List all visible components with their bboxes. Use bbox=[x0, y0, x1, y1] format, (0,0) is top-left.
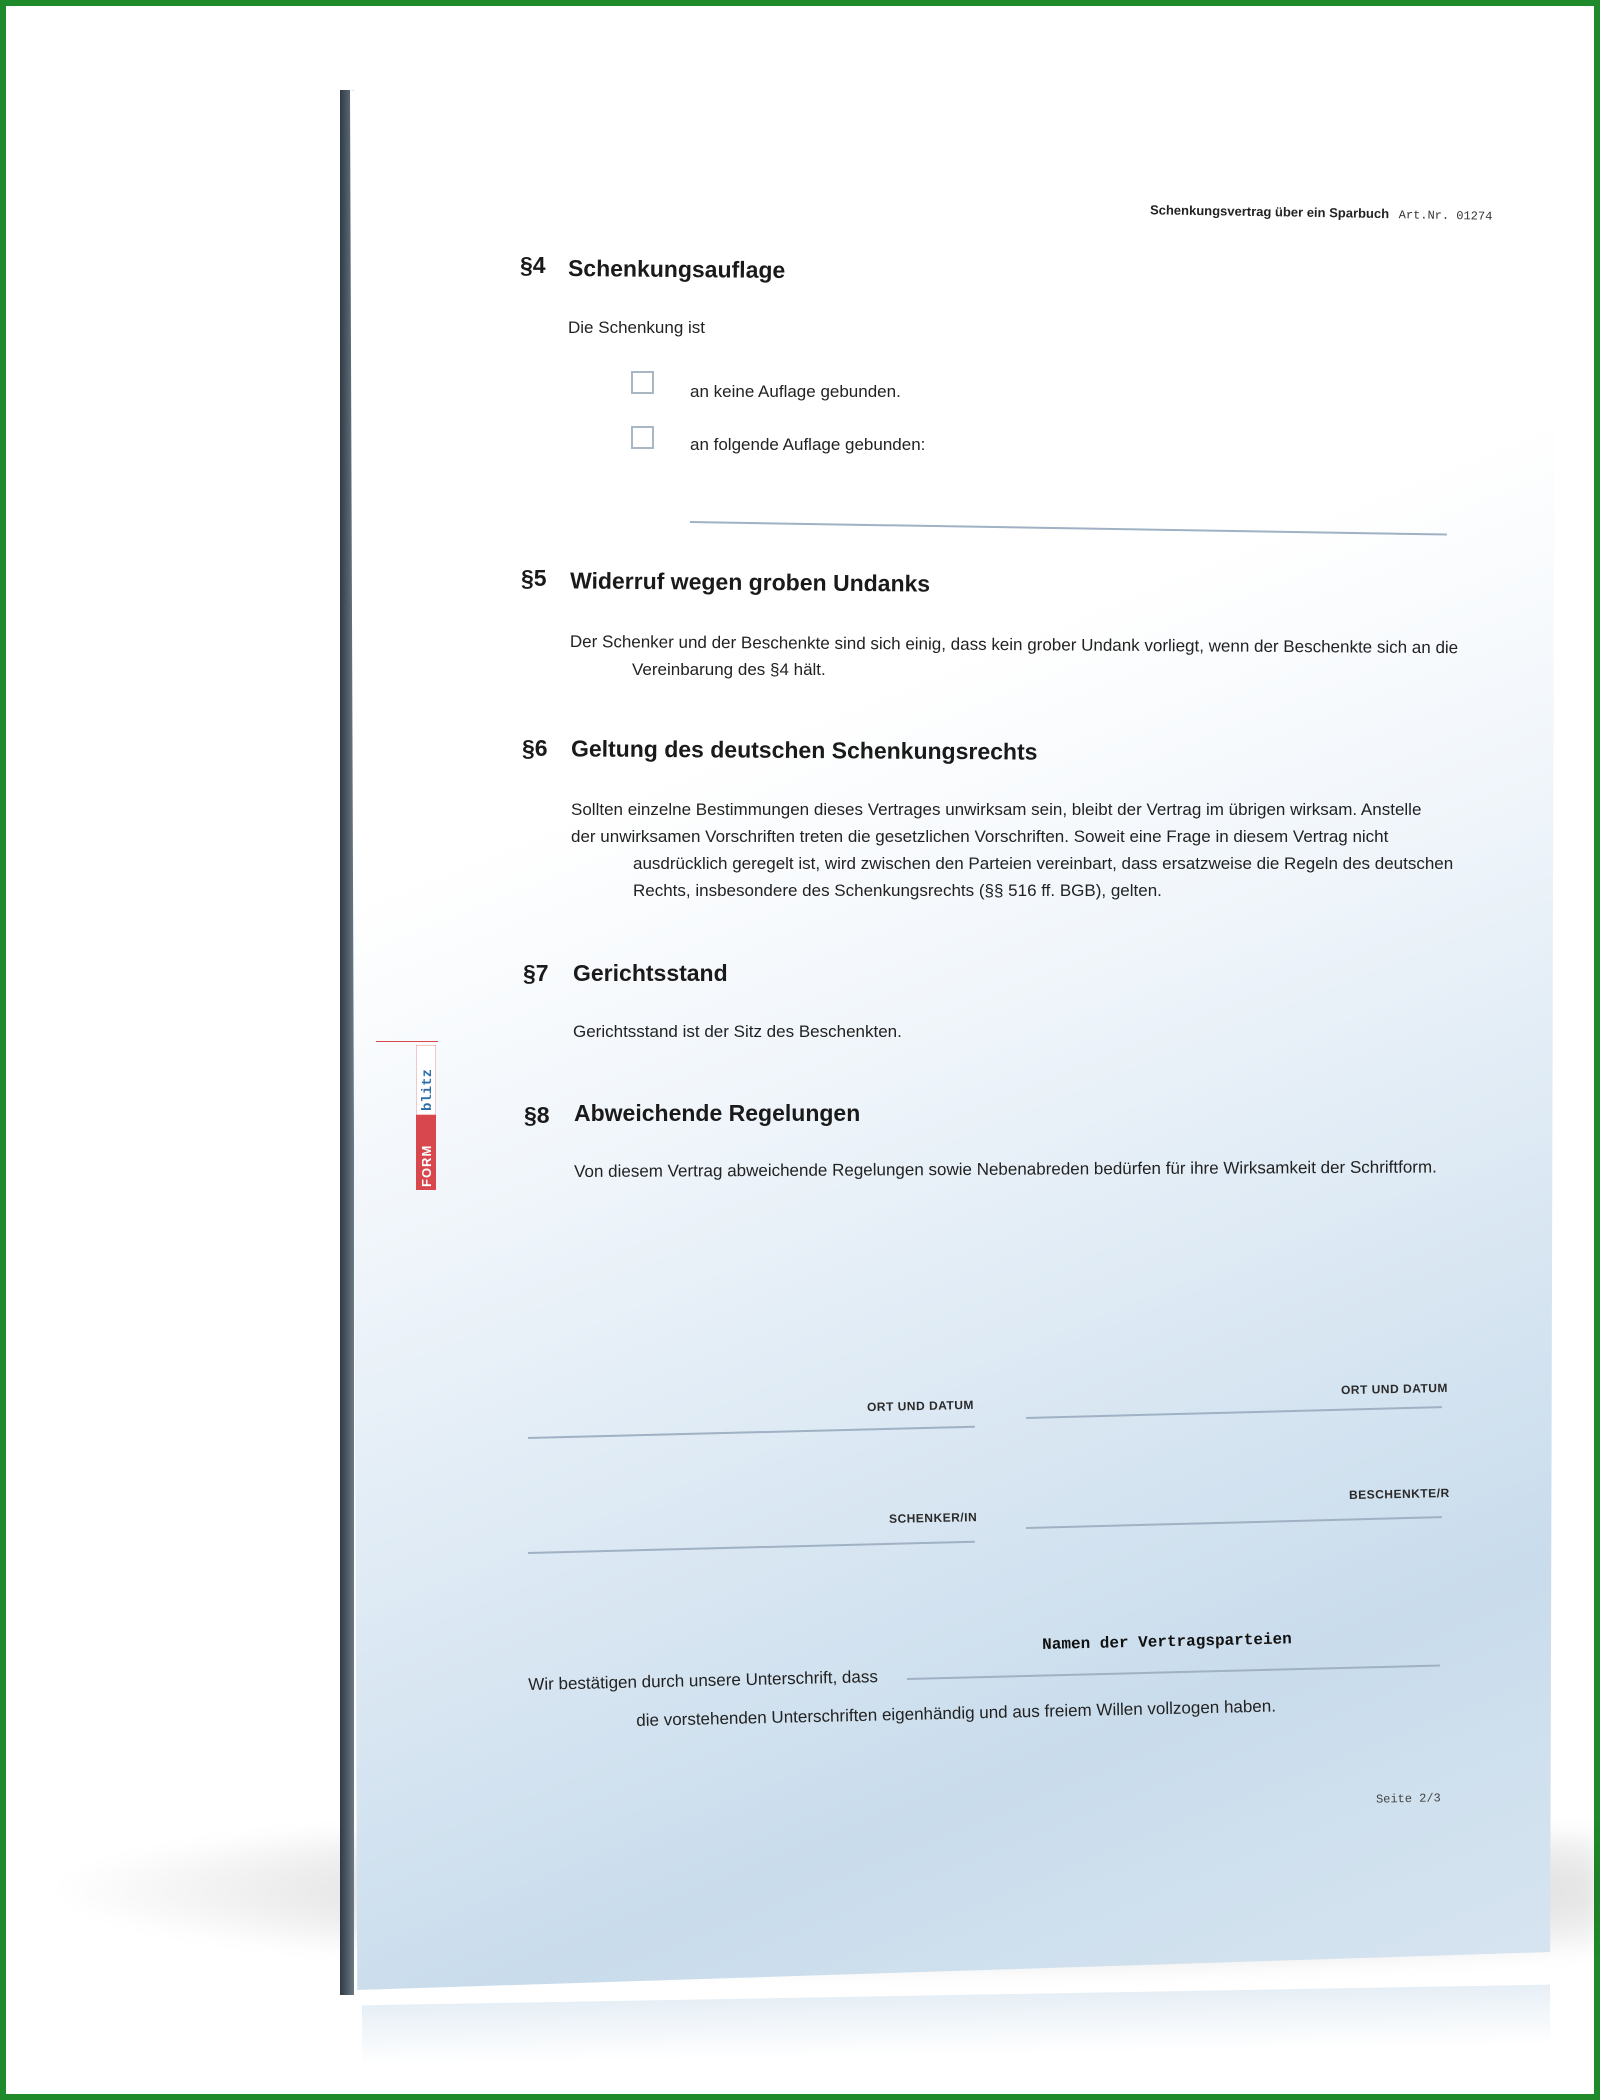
section-8-number: §8 bbox=[524, 1102, 550, 1128]
section-5-text-line-1: Der Schenker und der Beschenkte sind sich einig, dass kein grober Undank vorliegt, wenn der Beschenkte sich an die bbox=[569, 631, 1459, 658]
section-4-number: §4 bbox=[520, 252, 546, 278]
section-6-text-line-4: Rechts, insbesondere des Schenkungsrechts (§§ 516 ff. BGB), gelten. bbox=[633, 881, 1162, 900]
section-6-text-line-2: der unwirksamen Vorschriften treten die gesetzlichen Vorschriften. Soweit eine Frage in diesem Vertrag nicht bbox=[571, 827, 1389, 846]
section-5-text-line-2: Vereinbarung des §4 hält. bbox=[632, 660, 826, 679]
section-6-text-line-1: Sollten einzelne Bestimmungen dieses Vertrages unwirksam sein, bleibt der Vertrag im übrigen wirksam. Anstelle bbox=[571, 800, 1422, 819]
section-4-intro: Die Schenkung ist bbox=[568, 318, 706, 337]
logo-blitz-text: blitz bbox=[420, 1068, 436, 1111]
right-place-date-line[interactable] bbox=[1026, 1406, 1442, 1419]
condition-checkbox[interactable] bbox=[631, 426, 654, 449]
section-7-number: §7 bbox=[523, 960, 549, 986]
confirmation-text: Wir bestätigen durch unsere Unterschrift, dass bbox=[528, 1667, 879, 1694]
section-4-title: Schenkungsauflage bbox=[567, 255, 786, 283]
left-place-date-line[interactable] bbox=[528, 1426, 975, 1439]
article-number: Art.Nr. 01274 bbox=[1398, 208, 1493, 224]
right-place-date-label: ORT UND DATUM bbox=[1340, 1380, 1449, 1398]
party-names-line[interactable] bbox=[907, 1665, 1440, 1680]
section-7-text: Gerichtsstand ist der Sitz des Beschenkten. bbox=[573, 1022, 902, 1041]
confirmation-text-line-2: die vorstehenden Unterschriften eigenhändig und aus freiem Willen vollzogen haben. bbox=[636, 1696, 1277, 1730]
document-header bbox=[1150, 202, 1493, 223]
condition-label: an folgende Auflage gebunden: bbox=[690, 435, 926, 454]
logo-form-text: FORM bbox=[419, 1144, 434, 1187]
section-7-title: Gerichtsstand bbox=[573, 960, 728, 986]
right-signer-label: BESCHENKTE/R bbox=[1348, 1485, 1450, 1503]
right-signer-line[interactable] bbox=[1026, 1516, 1442, 1529]
section-8-text: Von diesem Vertrag abweichende Regelungen sowie Nebenabreden bedürfen für ihre Wirksamkeit der Schriftform. bbox=[574, 1157, 1437, 1181]
left-signer-label: SCHENKER/IN bbox=[888, 1510, 978, 1526]
left-place-date-label: ORT UND DATUM bbox=[866, 1397, 975, 1415]
logo-accent-line bbox=[376, 1041, 438, 1042]
page-number: Seite 2/3 bbox=[1375, 1791, 1441, 1807]
formblitz-logo bbox=[416, 1045, 436, 1190]
section-5-title: Widerruf wegen groben Undanks bbox=[569, 567, 931, 597]
section-6-text-line-3: ausdrücklich geregelt ist, wird zwischen den Parteien vereinbart, dass ersatzweise die Regeln des deutschen bbox=[633, 854, 1454, 873]
section-8-title: Abweichende Regelungen bbox=[574, 1100, 861, 1126]
document-title: Schenkungsvertrag über ein Sparbuch bbox=[1149, 202, 1390, 222]
section-5-number: §5 bbox=[521, 565, 547, 591]
condition-input-line[interactable] bbox=[690, 521, 1447, 536]
no-condition-label: an keine Auflage gebunden. bbox=[690, 382, 901, 401]
no-condition-checkbox[interactable] bbox=[631, 371, 654, 394]
left-signer-line[interactable] bbox=[528, 1541, 975, 1554]
section-6-title: Geltung des deutschen Schenkungsrechts bbox=[570, 735, 1038, 765]
party-names-label: Namen der Vertragsparteien bbox=[1042, 1630, 1292, 1654]
section-6-number: §6 bbox=[522, 735, 548, 761]
